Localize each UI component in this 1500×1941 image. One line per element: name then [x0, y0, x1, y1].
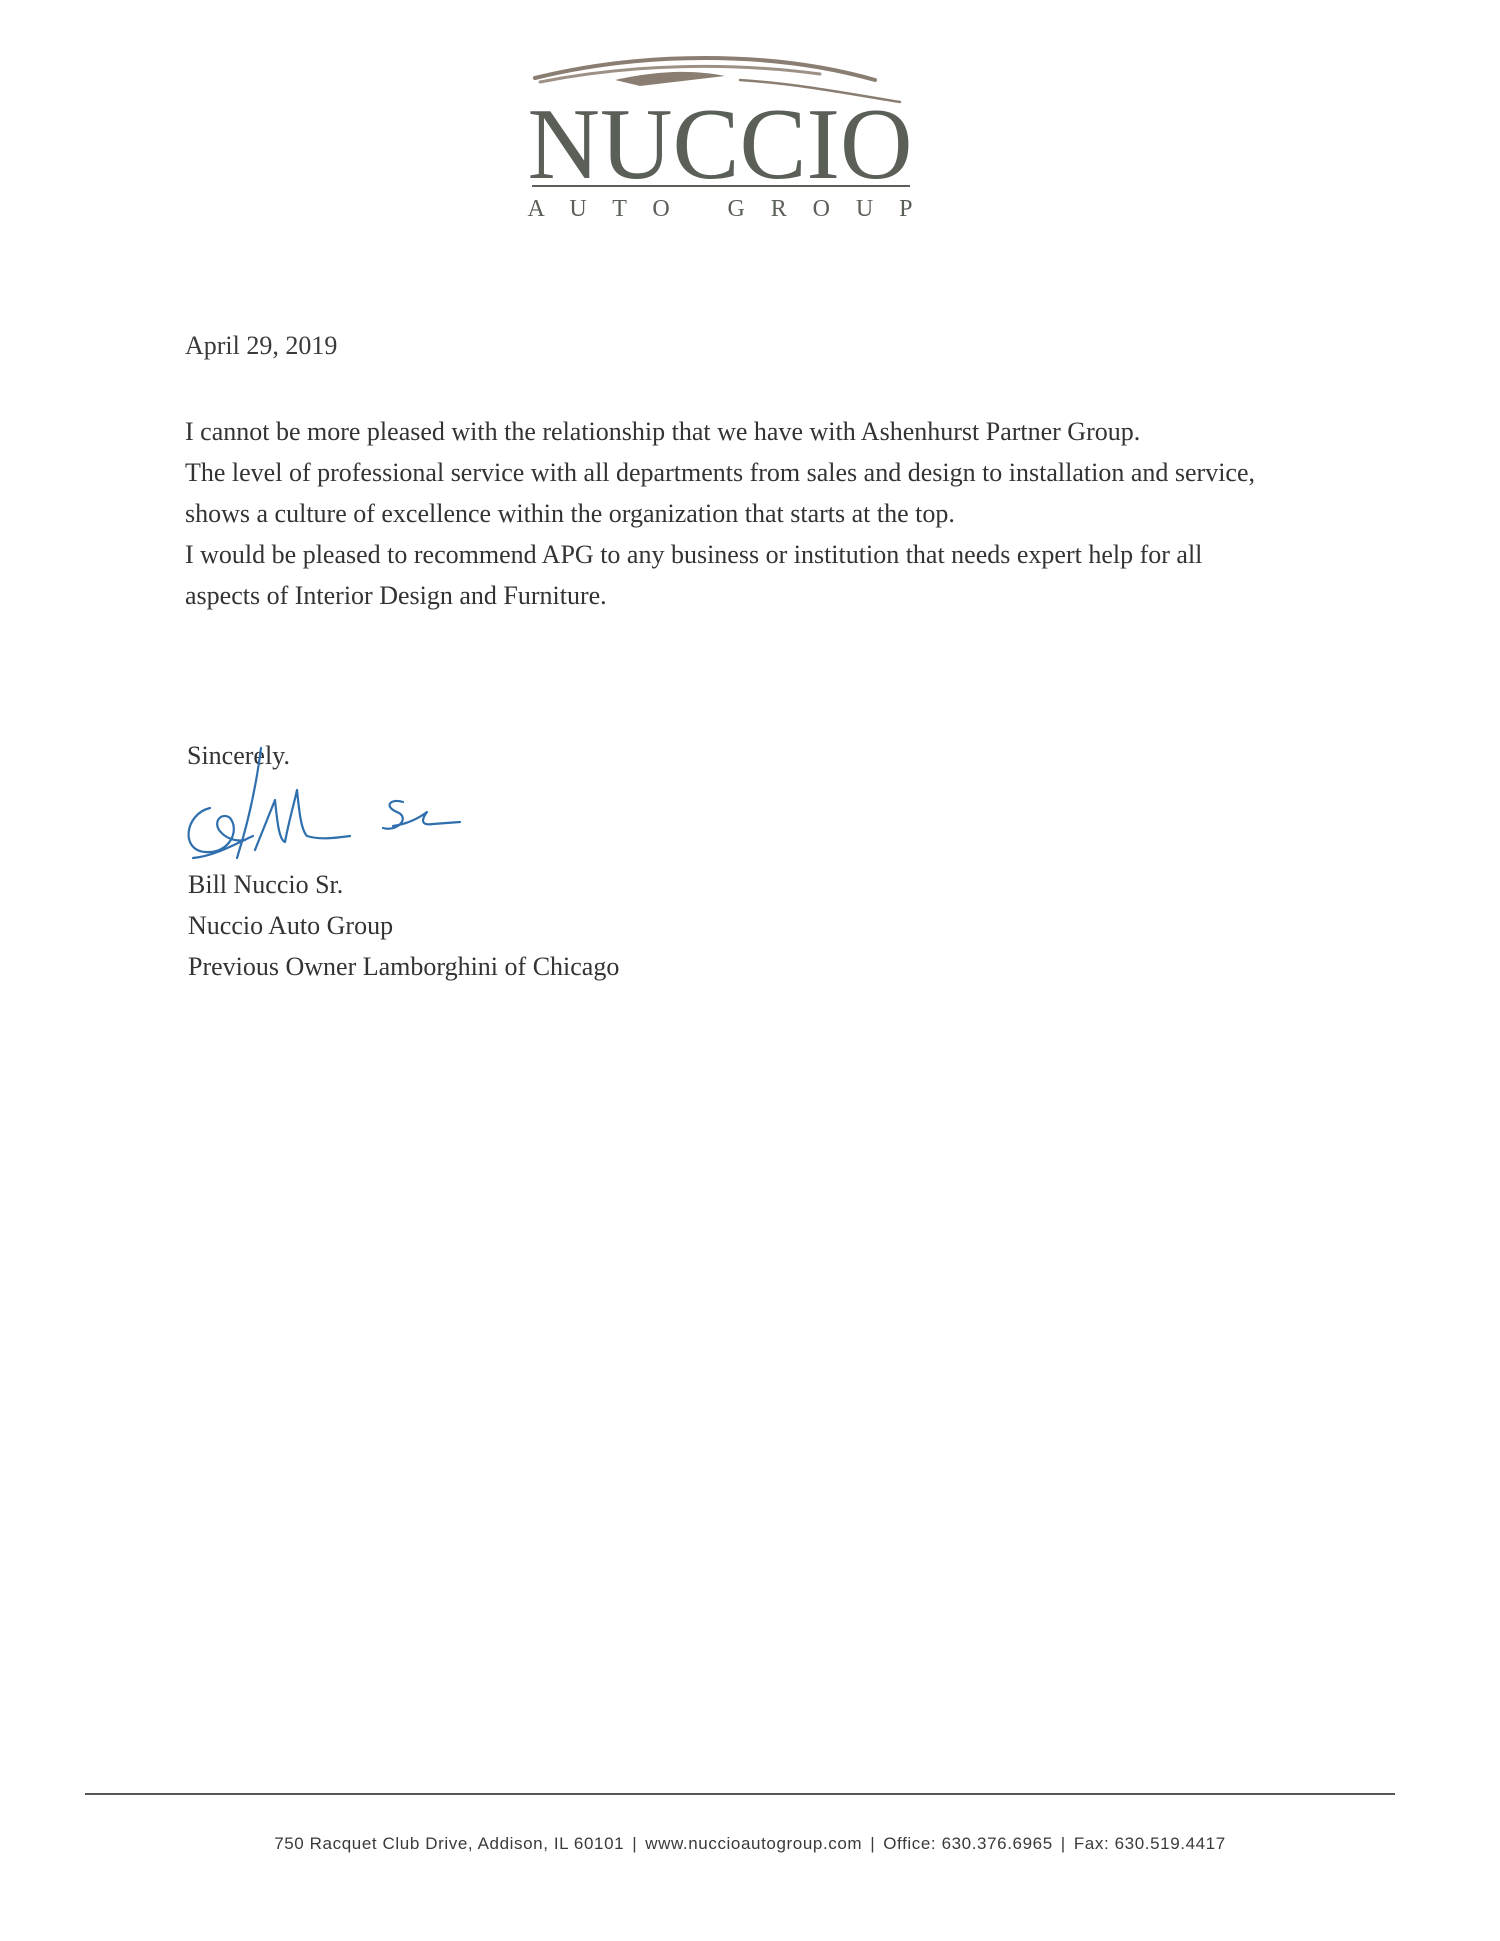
logo-brand-text: NUCCIO [527, 88, 913, 201]
nuccio-logo-icon [520, 50, 940, 230]
handwritten-signature [175, 740, 575, 870]
letter-body [185, 411, 1285, 616]
logo-tagline-text: A U T O G R O U P [527, 196, 913, 222]
footer-website: www.nuccioautogroup.com [645, 1834, 863, 1853]
signature-icon [175, 740, 575, 870]
letterhead-logo [520, 50, 940, 230]
footer-divider [85, 1793, 1395, 1795]
footer-office-phone: Office: 630.376.6965 [883, 1834, 1053, 1853]
letter-paragraph: I would be pleased to recommend APG to any business or institution that needs expert help for all aspects of Interior Design and Furniture. [185, 540, 1203, 610]
letter-date: April 29, 2019 [185, 331, 338, 360]
footer-contact-line: 750 Racquet Club Drive, Addison, IL 60101 | www.nuccioautogroup.com | Office: 630.376.6965 | Fax: 630.519.4417 [274, 1834, 1226, 1853]
letter-paragraph: I cannot be more pleased with the relationship that we have with Ashenhurst Partner Group. [185, 417, 1141, 446]
footer-fax: Fax: 630.519.4417 [1073, 1834, 1226, 1853]
signature-block [188, 864, 619, 987]
signer-company: Nuccio Auto Group [188, 911, 394, 940]
letter-closing: Sincerely. [187, 741, 290, 770]
footer-address: 750 Racquet Club Drive, Addison, IL 60101 [274, 1834, 625, 1853]
letter-paragraph: The level of professional service with all departments from sales and design to installation and service, shows a culture of excellence within the organization that starts at the top. [185, 458, 1256, 528]
signer-title: Previous Owner Lamborghini of Chicago [188, 952, 620, 981]
signer-name: Bill Nuccio Sr. [188, 870, 344, 899]
